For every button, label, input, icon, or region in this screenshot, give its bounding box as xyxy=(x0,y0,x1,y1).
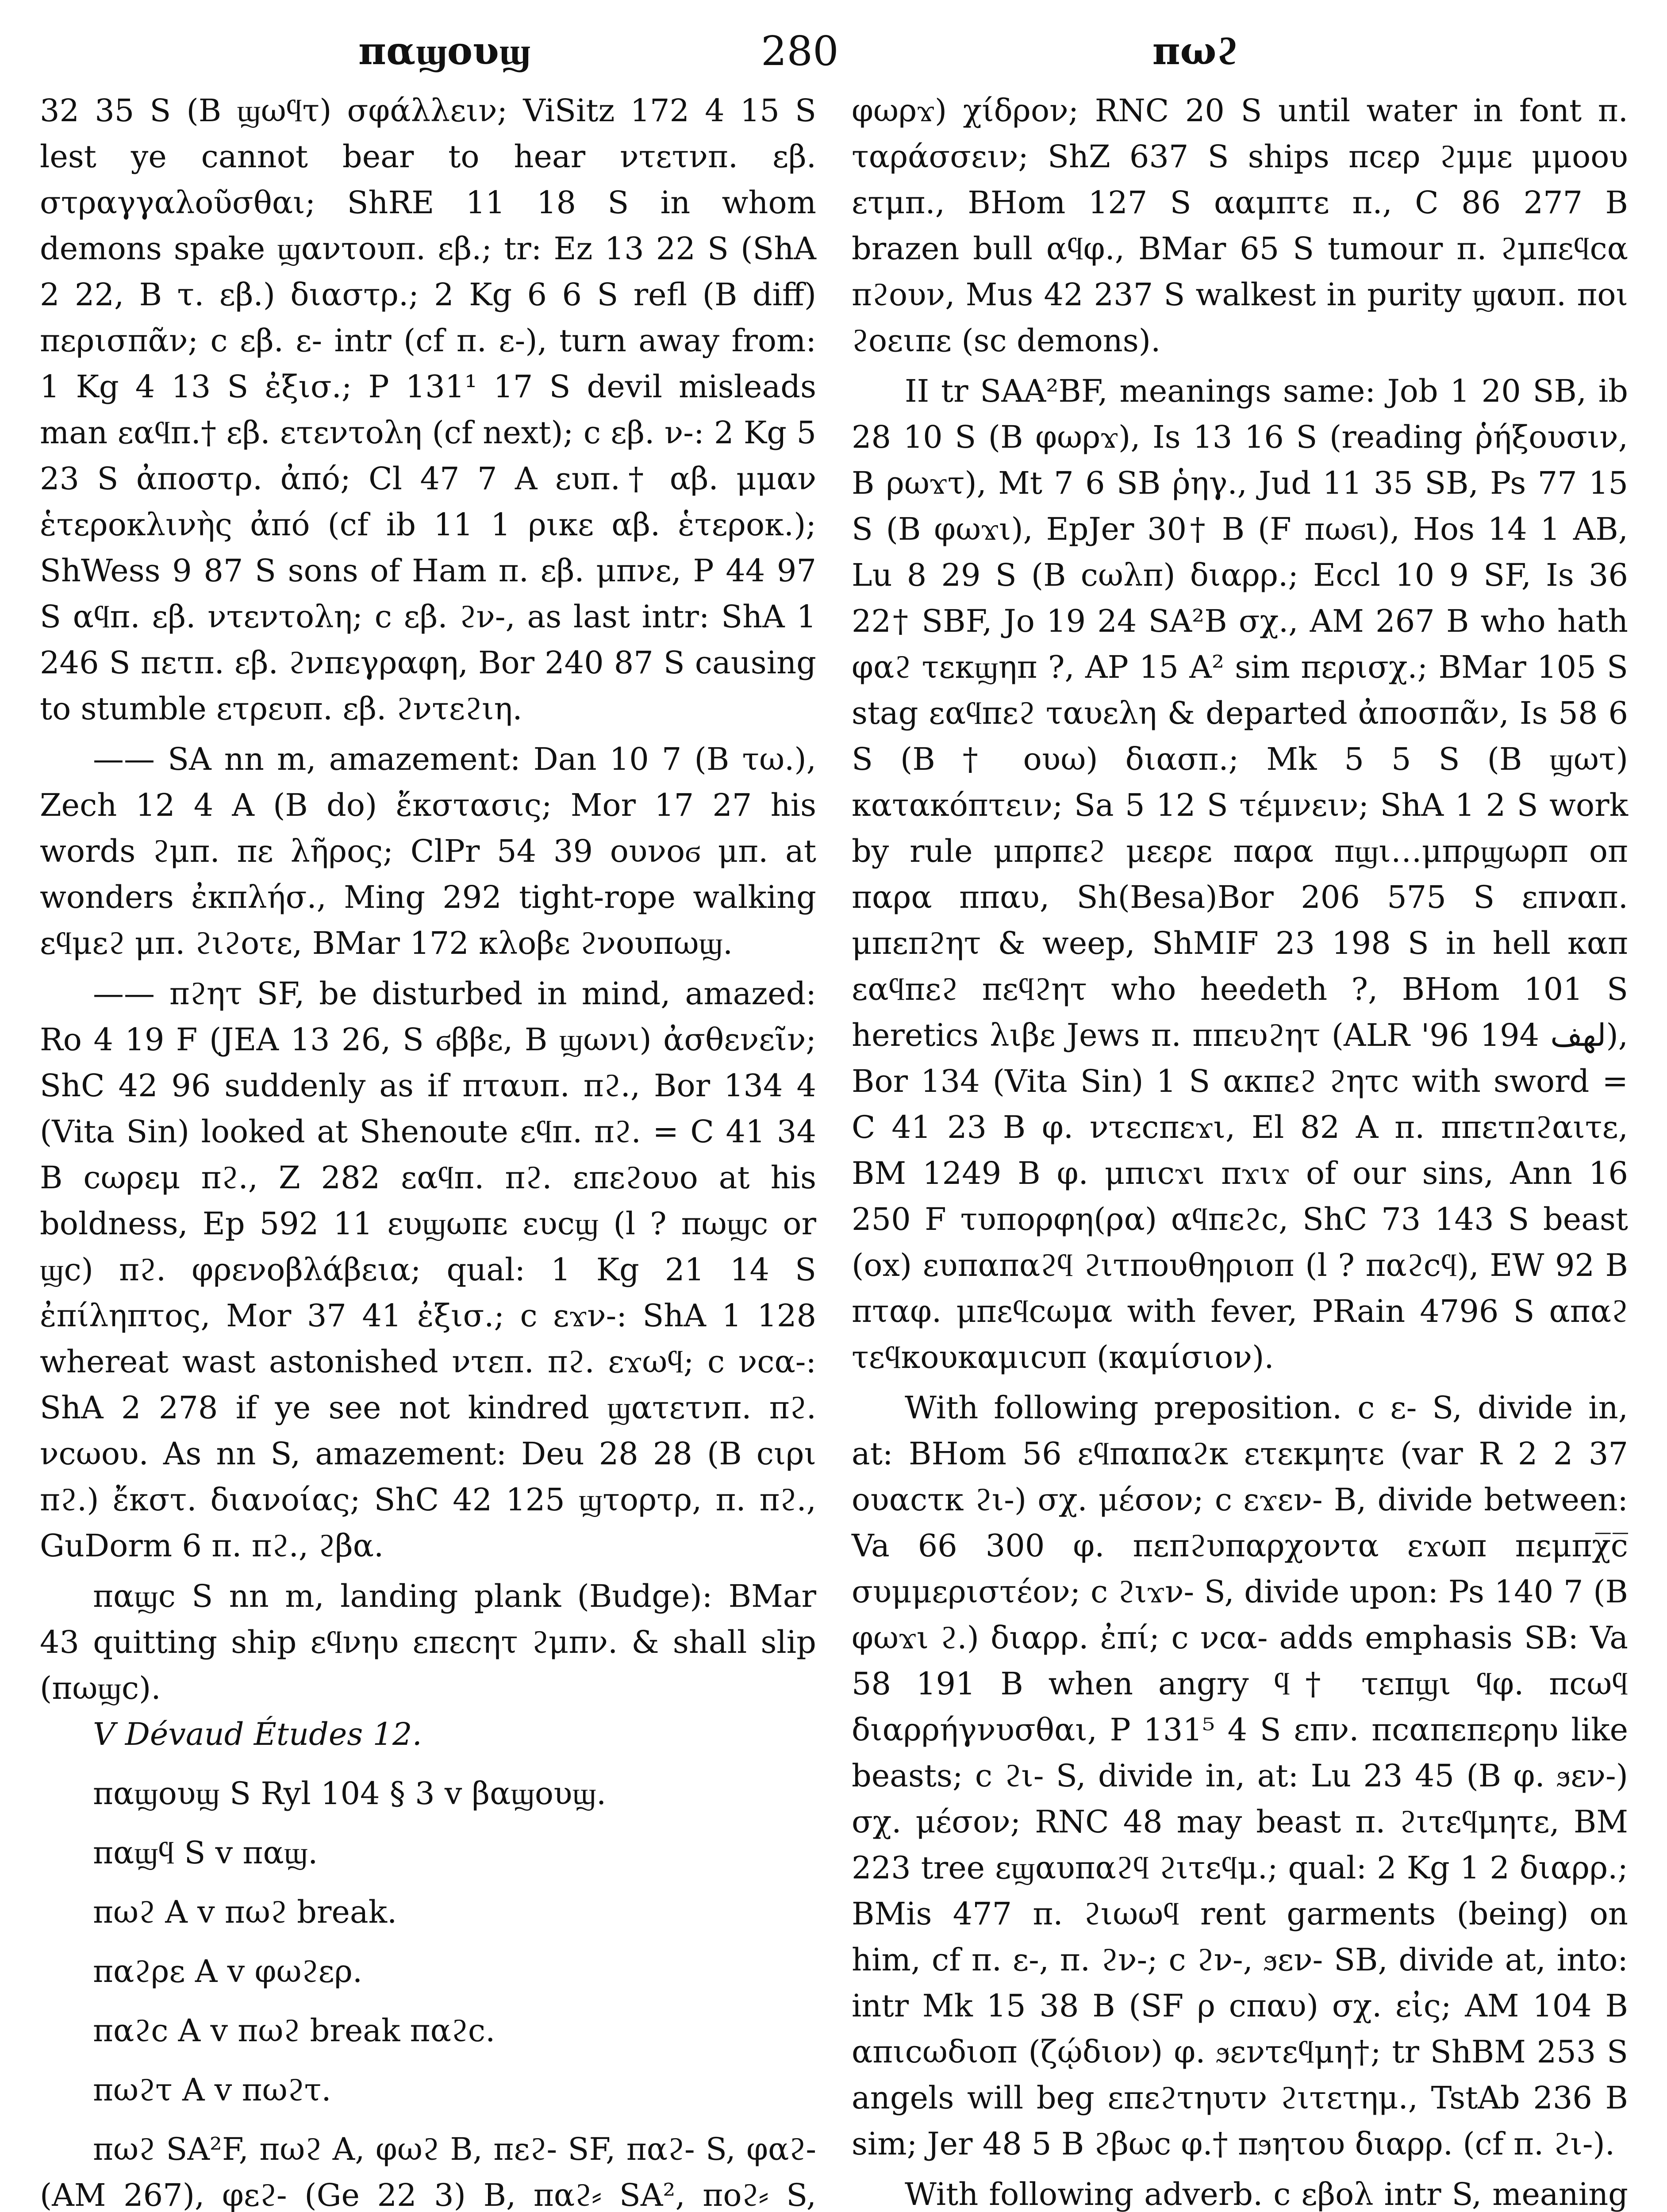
right-column xyxy=(852,88,1628,2212)
crossref-pashoush: παϣουϣ S Ryl 104 § 3 v βαϣουϣ. xyxy=(93,1775,607,1812)
crossref-pahre: παϩρε A v φωϩερ. xyxy=(93,1953,363,1989)
crossref-poht: πωϩτ A v πωϩτ. xyxy=(93,2072,331,2108)
entry-continuation: 32 35 S (B ϣωϥτ) σφάλλειν; ViSitz 172 4 15 S lest ye cannot bear to hear ντετνπ. εβ. στραγγαλοῦσθαι; ShRE 11 18 S in whom demons spake ϣαντουπ. εβ.; tr: Ez 13 22 S (ShA 2 22, B τ. εβ.) διαστρ.; 2 Kg 6 6 S refl (B diff) περισπᾶν; c εβ. ε- intr (cf π. ε-), turn away from: 1 Kg 4 13 S ἐξισ.; P 131¹ 17 S devil misleads man εαϥπ.† εβ. ετεντολη (cf next); c εβ. ν-: 2 Kg 5 23 S ἀποστρ. ἀπό; Cl 47 7 A ευπ.† αβ. μμαν ἑτεροκλινὴς ἀπό (cf ib 11 1 ρικε αβ. ἑτεροκ.); ShWess 9 87 S sons of Ham π. εβ. μπνε, P 44 97 S αϥπ. εβ. ντεντολη; c εβ. ϩν-, as last intr: ShA 1 246 S πετπ. εβ. ϩνπεγραφη, Bor 240 87 S causing to stumble ετρευπ. εβ. ϩντεϩιη. xyxy=(40,92,816,727)
page-number: 280 xyxy=(761,27,839,75)
entry-poh-prepositions: With following preposition. c ε- S, divide in, at: BHom 56 εϥπαπαϩκ ετεκμητε (var R 2 2 37 ουαϲτκ ϩι-) σχ. μέσον; c εϫεν- B, divide between: Va 66 300 φ. πεπϩυπαρχοντα εϫωπ πεμπχ̅ϲ̅ συμμεριστέον; c ϩιϫν- S, divide upon: Ps 140 7 (B φωϫι ϩ.) διαρρ. ἐπί; c νϲα- adds emphasis SB: Va 58 191 B when angry ϥ† τεπϣι ϥφ. πϲωϥ διαρρήγνυσθαι, P 131⁵ 4 S επν. πϲαπεπερηυ like beasts; c ϩι- S, divide in, at: Lu 23 45 (B φ. ϧεν-) σχ. μέσον; RNC 48 may beast π. ϩιτεϥμητε, BM 223 tree εϣαυπαϩϥ ϩιτεϥμ.; qual: 2 Kg 1 2 διαρρ.; BMis 477 π. ϩιωωϥ rent garments (being) on him, cf π. ε-, π. ϩν-; c ϩν-, ϧεν- SB, divide at, into: intr Mk 15 38 B (SF ρ ϲπαυ) σχ. εἰς; AM 104 B απιϲωδιοπ (ζῴδιον) φ. ϧεντεϥμη†; tr ShBM 253 S angels will beg επεϩτηυτν ϩιτετημ., TstAb 236 B sim; Jer 48 5 B ϩβωϲ φ.† πϧητου διαρρ. (cf π. ϩι-). xyxy=(852,1390,1628,2162)
reference-devaud: V Dévaud Études 12. xyxy=(93,1716,422,1752)
running-head-right-headword: πωϩ xyxy=(1152,28,1239,73)
dictionary-page xyxy=(40,18,1628,2212)
crossref-pahs: παϩϲ A v πωϩ break παϩϲ. xyxy=(93,2012,495,2049)
running-head-left-headword: παϣουϣ xyxy=(358,28,531,73)
crossref-pashf: παϣϥ S v παϣ. xyxy=(93,1835,318,1871)
entry-pashs: παϣϲ S nn m, landing plank (Budge): BMar 43 quitting ship εϥνηυ επεϲητ ϩμπν. & shall slip (πωϣϲ). xyxy=(40,1578,816,1706)
crossref-poh: πωϩ A v πωϩ break. xyxy=(93,1894,397,1930)
subentry-pheet: —— πϩητ SF, be disturbed in mind, amazed: Ro 4 19 F (JEA 13 26, S ϭββε, B ϣωνι) ἀσθενεῖν; ShC 42 96 suddenly as if πταυπ. πϩ., Bor 134 4 (Vita Sin) looked at Shenoute εϥπ. πϩ. = C 41 34 B ϲωρεμ πϩ., Z 282 εαϥπ. πϩ. επεϩουο at his boldness, Ep 592 11 ευϣωπε ευϲϣ (l ? πωϣϲ or ϣϲ) πϩ. φρενοβλάβεια; qual: 1 Kg 21 14 S ἐπίληπτος, Mor 37 41 ἐξισ.; c εϫν-: ShA 1 128 whereat wast astonished ντεπ. πϩ. εϫωϥ; c νϲα-: ShA 2 278 if ye see not kindred ϣατετνπ. πϩ. νϲωου. As nn S, amazement: Deu 28 28 (B ϲιρι πϩ.) ἔκστ. διανοίας; ShC 42 125 ϣτορτρ, π. πϩ., GuDorm 6 π. πϩ., ϩβα. xyxy=(40,975,816,1564)
entry-poh-continuation: φωρϫ) χίδρον; RNC 20 S until water in font π. ταράσσειν; ShZ 637 S ships πϲερ ϩμμε μμοου ετμπ., BHom 127 S ααμπτε π., C 86 277 B brazen bull αϥφ., BMar 65 S tumour π. ϩμπεϥϲα πϩουν, Mus 42 237 S walkest in purity ϣαυπ. ποι ϩοειπε (sc demons). xyxy=(852,92,1628,359)
running-head xyxy=(40,18,1628,84)
entry-poh-main: πωϩ SA²F, πωϩ A, φωϩ B, πεϩ- SF, παϩ- S, φαϩ- (AM 267), φεϩ- (Ge 22 3) B, παϩ⸗ SA², ποϩ⸗ S, xyxy=(40,2131,816,2212)
two-column-body xyxy=(40,88,1628,2212)
entry-poh-transitive: II tr SAA²BF, meanings same: Job 1 20 SB, ib 28 10 S (B φωρϫ), Is 13 16 S (reading ῥήξουσιν, B ρωϫτ), Mt 7 6 SB ῥηγ., Jud 11 35 SB, Ps 77 15 S (B φωϫι), EpJer 30† B (F πωϭι), Hos 14 1 AB, Lu 8 29 S (B ϲωλπ) διαρρ.; Eccl 10 9 SF, Is 36 22† SBF, Jo 19 24 SA²B σχ., AM 267 B who hath φαϩ τεκϣηπ ?, AP 15 A² sim περισχ.; BMar 105 S stag εαϥπεϩ ταυελη & departed ἀποσπᾶν, Is 58 6 S (B † ουω) διασπ.; Mk 5 5 S (B ϣωτ) κατακόπτειν; Sa 5 12 S τέμνειν; ShA 1 2 S work by rule μπρπεϩ μεερε παρα πϣι…μπρϣωρπ οπ παρα ππαυ, Sh(Besa)Bor 206 575 S επναπ. μπεπϩητ & weep, ShMIF 23 198 S in hell καπ εαϥπεϩ πεϥϩητ who heedeth ?, BHom 101 S heretics λιβε Jews π. ππευϩητ (ALR '96 194 لهف), Bor 134 (Vita Sin) 1 S ακπεϩ ϩητϲ with sword = C 41 23 B φ. ντεϲπεϫι, El 82 A π. ππετπϩαιτε, BM 1249 B φ. μπιϲϫι πϫιϫ of our sins, Ann 16 250 F τυπορφη(ρα) αϥπεϩϲ, ShC 73 143 S beast (ox) ευπαπαϩϥ ϩιτπουθηριοπ (l ? παϩϲϥ), EW 92 B πταφ. μπεϥϲωμα with fever, PRain 4796 S απαϩ τεϥκουκαμιϲυπ (καμίσιον). xyxy=(852,373,1628,1375)
entry-poh-adverbs: With following adverb. c εβολ intr S, meaning xyxy=(905,2176,1628,2212)
subentry-amazement: —— SA nn m, amazement: Dan 10 7 (B τω.), Zech 12 4 A (B do) ἔκστασις; Mor 17 27 his words ϩμπ. πε λῆρος; ClPr 54 39 ουνοϭ μπ. at wonders ἐκπλήσ., Ming 292 tight-rope walking εϥμεϩ μπ. ϩιϩοτε, BMar 172 κλοβε ϩνουπωϣ. xyxy=(40,741,816,961)
left-column xyxy=(40,88,816,2212)
